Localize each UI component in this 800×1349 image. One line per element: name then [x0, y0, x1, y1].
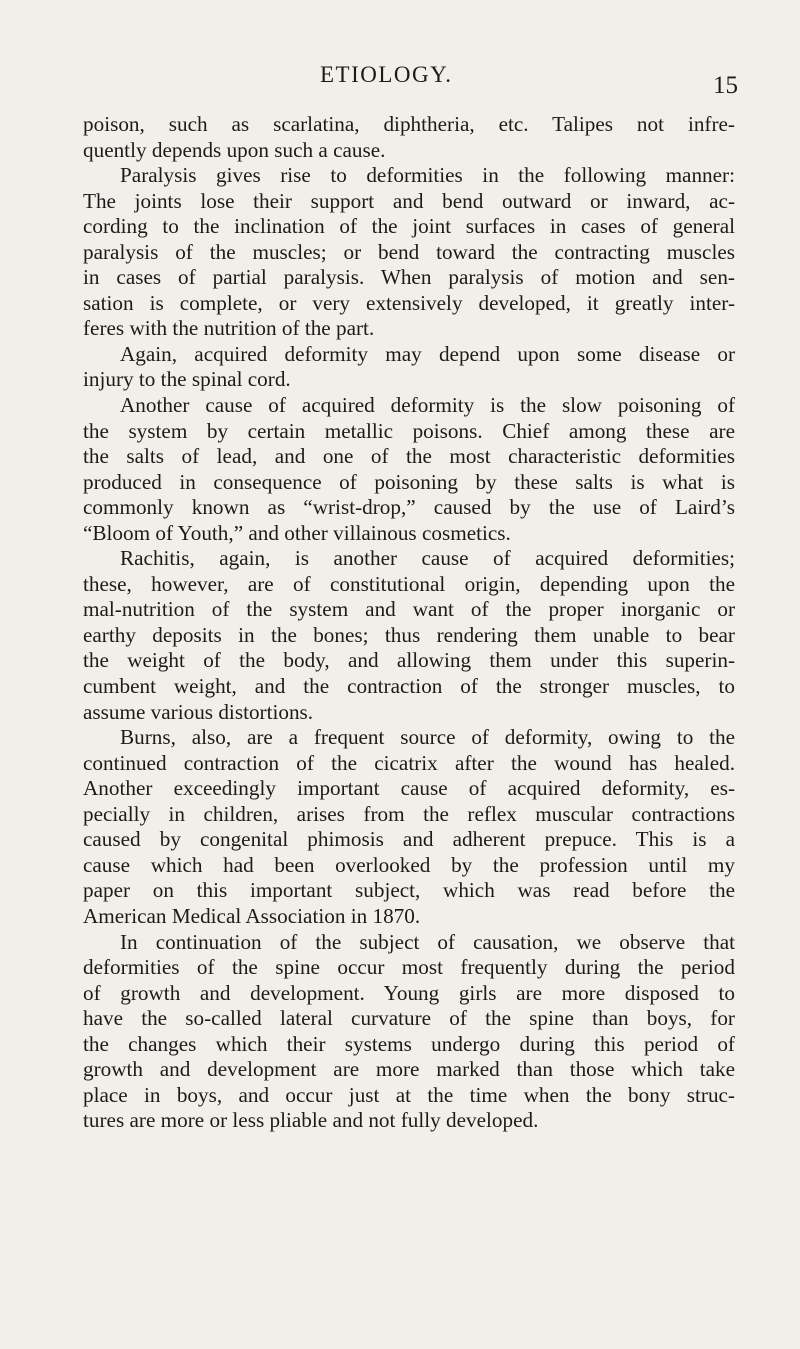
- text-line: In continuation of the subject of causation, we observe that: [120, 929, 735, 954]
- text-line: the system by certain metallic poisons. Chief among these are: [83, 418, 735, 443]
- text-line: “Bloom of Youth,” and other villainous cosmetics.: [83, 520, 511, 545]
- text-line: growth and development are more marked than those which take: [83, 1057, 735, 1082]
- text-line: paralysis of the muscles; or bend toward the contracting muscles: [83, 239, 735, 264]
- text-line: assume various distortions.: [83, 699, 314, 724]
- text-line: tures are more or less pliable and not fully developed.: [83, 1108, 539, 1133]
- text-line: cumbent weight, and the contraction of the stronger muscles, to: [83, 674, 735, 699]
- text-line: of growth and development. Young girls are more disposed to: [83, 980, 735, 1005]
- page-number: 15: [713, 72, 738, 99]
- text-line: feres with the nutrition of the part.: [83, 316, 375, 341]
- text-line: quently depends upon such a cause.: [83, 137, 386, 162]
- text-line: Another cause of acquired deformity is the slow poisoning of: [120, 393, 735, 418]
- text-line: commonly known as “wrist-drop,” caused by the use of Laird’s: [83, 495, 735, 520]
- text-line: in cases of partial paralysis. When paralysis of motion and sen-: [83, 265, 735, 290]
- text-line: Again, acquired deformity may depend upon some disease or: [120, 341, 735, 366]
- text-line: the weight of the body, and allowing them under this superin-: [83, 648, 735, 673]
- text-line: American Medical Association in 1870.: [83, 903, 421, 928]
- text-line: earthy deposits in the bones; thus rendering them unable to bear: [83, 622, 735, 647]
- body-text: [83, 112, 735, 1134]
- text-line: produced in consequence of poisoning by these salts is what is: [83, 469, 735, 494]
- text-line: mal-nutrition of the system and want of the proper inorganic or: [83, 597, 735, 622]
- text-line: have the so-called lateral curvature of the spine than boys, for: [83, 1006, 735, 1031]
- text-line: sation is complete, or very extensively developed, it greatly inter-: [83, 290, 735, 315]
- text-line: The joints lose their support and bend outward or inward, ac-: [83, 188, 735, 213]
- text-line: paper on this important subject, which was read before the: [83, 878, 735, 903]
- text-line: Rachitis, again, is another cause of acquired deformities;: [120, 546, 735, 571]
- text-line: caused by congenital phimosis and adherent prepuce. This is a: [83, 827, 735, 852]
- text-line: the salts of lead, and one of the most characteristic deformities: [83, 444, 735, 469]
- text-line: the changes which their systems undergo during this period of: [83, 1031, 735, 1056]
- text-line: continued contraction of the cicatrix after the wound has healed.: [83, 750, 735, 775]
- text-line: Paralysis gives rise to deformities in the following manner:: [120, 163, 735, 188]
- text-line: these, however, are of constitutional origin, depending upon the: [83, 571, 735, 596]
- text-line: deformities of the spine occur most frequently during the period: [83, 955, 735, 980]
- text-line: poison, such as scarlatina, diphtheria, etc. Talipes not infre-: [83, 112, 735, 136]
- text-line: injury to the spinal cord.: [83, 367, 291, 392]
- text-line: Another exceedingly important cause of acquired deformity, es-: [83, 776, 735, 801]
- text-line: place in boys, and occur just at the time when the bony struc-: [83, 1082, 735, 1107]
- text-line: Burns, also, are a frequent source of deformity, owing to the: [120, 725, 735, 750]
- text-line: pecially in children, arises from the reflex muscular contractions: [83, 801, 735, 826]
- running-title: ETIOLOGY.: [320, 62, 453, 87]
- text-line: cause which had been overlooked by the profession until my: [83, 852, 735, 877]
- running-head: [0, 62, 800, 102]
- text-line: cording to the inclination of the joint surfaces in cases of general: [83, 214, 735, 239]
